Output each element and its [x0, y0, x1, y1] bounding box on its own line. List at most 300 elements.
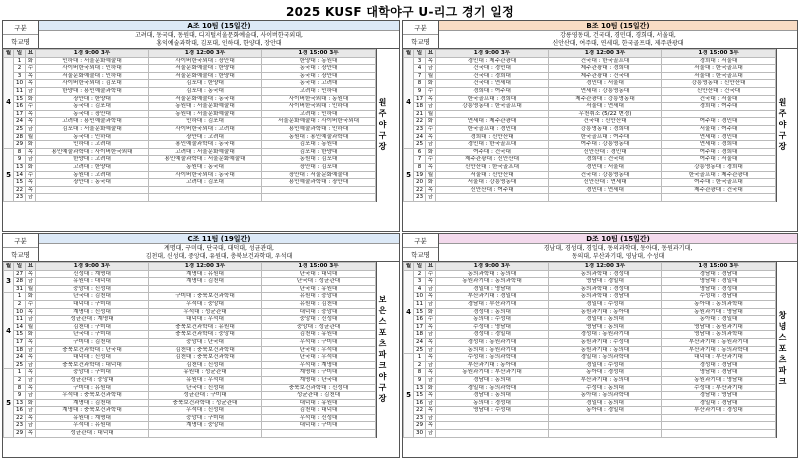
match-cell: 경희대 : 건국대: [549, 156, 662, 164]
weekday-cell: 목: [26, 148, 36, 156]
venue-label: [376, 49, 388, 202]
day-cell: 27: [14, 270, 26, 278]
table-row: [4, 103, 376, 111]
match-cell: 유원대 : 중앙대: [262, 293, 376, 301]
match-cell: 단국대 : 김천대: [36, 293, 149, 301]
day-cell: 14: [14, 323, 26, 331]
weekday-cell: 금: [26, 361, 36, 369]
header-row: [4, 263, 376, 271]
day-cell: 18: [14, 346, 26, 354]
table-row: [404, 361, 776, 369]
table-row: [4, 156, 376, 164]
day-cell: 1: [14, 369, 26, 377]
match-cell: 서울문화예술대 : 한양대: [149, 72, 262, 80]
match-cell: 동의과학대 : 경성대: [549, 285, 662, 293]
match-cell: [436, 422, 549, 430]
table-row: [4, 392, 376, 400]
table-row: [404, 186, 776, 194]
match-cell: 구미대 : 충북보건과학대: [149, 293, 262, 301]
match-cell: 성균관대 : 중앙대: [36, 376, 149, 384]
match-cell: 연세대 : 제주관광대: [436, 118, 549, 126]
match-cell: 김포대 : 서울문화예술대: [36, 125, 149, 133]
match-cell: 건국대 : 경민대: [436, 65, 549, 73]
match-cell: 영남대 : 동원과기대: [662, 323, 776, 331]
match-cell: 계명대 : 단국대: [262, 376, 376, 384]
weekday-cell: 수: [426, 156, 436, 164]
day-cell: 25: [414, 346, 426, 354]
match-cell: 김포대 : 동원대: [262, 141, 376, 149]
day-cell: 25: [414, 141, 426, 149]
weekday-cell: 목: [26, 384, 36, 392]
weekday-cell: 화: [26, 57, 36, 65]
weekday-cell: 목: [26, 308, 36, 316]
day-cell: 22: [14, 414, 26, 422]
slot-header: 1경 9:00 3루: [436, 50, 549, 58]
weekday-cell: 금: [26, 87, 36, 95]
month-cell: 5: [4, 148, 14, 201]
match-cell: 수성대 : 동의과학대: [436, 354, 549, 362]
match-cell: 고려대 : 김포대: [149, 179, 262, 187]
match-cell: 부산과기대 : 동아대: [436, 361, 549, 369]
weekday-cell: 금: [426, 399, 436, 407]
match-cell: [436, 194, 549, 202]
table-row: [4, 194, 376, 202]
match-cell: 우석대 : 신성대: [149, 407, 262, 415]
team-list-line2: 홍익예술과학대, 김포대, 인하대, 한양대, 장안대: [156, 39, 282, 47]
schedule-table: [403, 262, 776, 438]
match-cell: 성균관대 : 계명대: [36, 316, 149, 324]
table-row: [404, 422, 776, 430]
match-cell: 단국대 : 대덕대: [262, 270, 376, 278]
day-cell: 2: [14, 300, 26, 308]
match-cell: 연세대 : 경희대: [662, 141, 776, 149]
day-cell: 15: [14, 179, 26, 187]
venue-label: [776, 49, 788, 202]
match-cell: [549, 194, 662, 202]
table-row: [4, 65, 376, 73]
day-cell: 9: [14, 392, 26, 400]
table-row: [404, 125, 776, 133]
header-row: [404, 50, 776, 58]
team-list: [39, 31, 399, 48]
month-header: 월: [4, 50, 14, 58]
match-cell: 동원대 : 서울문화예술대: [149, 103, 262, 111]
match-cell: 동국대 : 장안대: [36, 110, 149, 118]
day-cell: 2: [414, 361, 426, 369]
weekday-cell: 목: [426, 323, 436, 331]
table-row: [4, 278, 376, 286]
weekday-cell: 금: [426, 346, 436, 354]
page-title: 2025 KUSF 대학야구 U-리그 경기 일정: [285, 5, 515, 19]
table-row: [4, 87, 376, 95]
match-cell: 건국대 : 서울대: [662, 95, 776, 103]
group-b-panel: [402, 20, 798, 232]
gubun-label: 구분: [403, 234, 438, 248]
match-cell: 경성대 : 동원과기대: [549, 331, 662, 339]
match-cell: 수성대 : 영남대: [436, 323, 549, 331]
day-cell: 2: [14, 65, 26, 73]
table-row: [4, 331, 376, 339]
table-row: [4, 163, 376, 171]
table-row: [404, 346, 776, 354]
table-row: [404, 141, 776, 149]
weekday-cell: 목: [26, 110, 36, 118]
table-row: [404, 384, 776, 392]
day-cell: 4: [414, 65, 426, 73]
match-cell: 대덕대 : 신성대: [36, 354, 149, 362]
match-cell: 경일대 : 영남대: [436, 285, 549, 293]
table-row: [4, 422, 376, 430]
match-cell: 유원대 : 계명대: [36, 414, 149, 422]
weekday-cell: 화: [26, 141, 36, 149]
table-row: [4, 316, 376, 324]
match-cell: 사이버한국외대 : 고려대: [149, 125, 262, 133]
match-cell: [149, 285, 262, 293]
match-cell: 단국대 : 우석대: [262, 346, 376, 354]
match-cell: 김천대 : 대덕대: [262, 407, 376, 415]
schedule-table: [3, 262, 376, 438]
group-c-panel: [2, 233, 400, 458]
day-cell: 15: [414, 392, 426, 400]
day-cell: 10: [14, 308, 26, 316]
weekday-header: 요: [26, 50, 36, 58]
day-cell: 29: [14, 141, 26, 149]
match-cell: 사이버한국외대 : 동국대: [149, 171, 262, 179]
weekday-cell: 월: [26, 133, 36, 141]
match-cell: 경민대 : 서울대: [549, 80, 662, 88]
table-row: [404, 80, 776, 88]
weekday-cell: 목: [26, 369, 36, 377]
weekday-cell: 금: [26, 376, 36, 384]
table-row: [404, 369, 776, 377]
day-cell: 9: [14, 156, 26, 164]
school-label: 학교명: [411, 251, 430, 259]
weekday-cell: 수: [426, 87, 436, 95]
table-row: [4, 95, 376, 103]
match-cell: 여주대 : 서울대: [662, 156, 776, 164]
table-row: [404, 308, 776, 316]
table-row: [404, 103, 776, 111]
group-title: A조 10팀 (15일간): [39, 21, 399, 31]
match-cell: 고려대 : 서울문화예술대: [149, 148, 262, 156]
match-cell: 동원과기대 : 동의대: [549, 346, 662, 354]
match-cell: 부산과기대 : 동의과학대: [662, 346, 776, 354]
match-cell: 여주대 : 경민대: [662, 118, 776, 126]
match-cell: 동의대 : 경성대: [436, 399, 549, 407]
day-cell: 17: [414, 323, 426, 331]
day-cell: 16: [14, 407, 26, 415]
weekday-cell: 목: [426, 338, 436, 346]
weekday-cell: 금: [26, 125, 36, 133]
match-cell: 건국대 : 신안산대: [549, 118, 662, 126]
weekday-cell: 화: [426, 80, 436, 88]
day-cell: 10: [14, 80, 26, 88]
day-cell: 11: [14, 316, 26, 324]
table-row: [4, 179, 376, 187]
table-row: [4, 414, 376, 422]
table-row: [4, 186, 376, 194]
match-cell: 동아대 : 경일대: [662, 316, 776, 324]
weekday-cell: 목: [426, 407, 436, 415]
match-cell: 단국대 : 우석대: [262, 354, 376, 362]
match-cell: 사이버한국외대 : 김포대: [36, 80, 149, 88]
match-cell: [436, 110, 549, 118]
match-cell: 중앙대 : 신성대: [262, 316, 376, 324]
match-cell: 경민대 : 연세대: [549, 186, 662, 194]
match-cell: 경남대 : 경남대: [662, 270, 776, 278]
match-cell: 계명대 : 김천대: [36, 399, 149, 407]
match-cell: 경민대 : 서울대: [549, 163, 662, 171]
table-row: [4, 369, 376, 377]
match-cell: 김천대 : 구미대: [36, 323, 149, 331]
weekday-cell: 화: [26, 293, 36, 301]
match-cell: 한국골프대 : 여주대: [549, 133, 662, 141]
table-row: [4, 361, 376, 369]
match-cell: 김포대 : 한양대: [262, 148, 376, 156]
table-row: [404, 300, 776, 308]
match-cell: 구미대 : 유원대: [36, 384, 149, 392]
match-cell: 중앙대 : 구미대: [149, 414, 262, 422]
group-header: [403, 21, 797, 49]
weekday-cell: 금: [426, 141, 436, 149]
match-cell: [662, 110, 776, 118]
weekday-cell: 목: [26, 338, 36, 346]
match-cell: 대덕대 : 부산과기대: [662, 354, 776, 362]
match-cell: 유원대 : 우석대: [149, 376, 262, 384]
team-list: [439, 31, 797, 48]
table-row: [4, 171, 376, 179]
day-cell: 28: [14, 133, 26, 141]
match-cell: 동원과기대 : 영남대: [662, 308, 776, 316]
weekday-cell: 금: [26, 156, 36, 164]
table-row: [404, 57, 776, 65]
day-cell: 22: [14, 186, 26, 194]
match-cell: 경일대 : 동의대: [549, 399, 662, 407]
match-cell: 경민대 : 한국골프대: [436, 141, 549, 149]
match-cell: 부산과기대 : 경일대: [436, 293, 549, 301]
team-list: [39, 244, 399, 261]
schedule-table: [403, 49, 776, 202]
match-cell: [662, 430, 776, 438]
match-cell: 서울문화예술대 : 인하대: [36, 72, 149, 80]
match-cell: 동원과기대 : 영남대: [662, 376, 776, 384]
venue-name: 창녕스포츠파크: [778, 311, 787, 389]
month-header: 월: [404, 50, 414, 58]
match-cell: 동국대 : 인하대: [36, 133, 149, 141]
match-cell: 경희대 : 여주대: [662, 103, 776, 111]
match-cell: 영남대 : 동의과학대: [662, 331, 776, 339]
match-cell: 강릉영동대 : 신안산대: [662, 80, 776, 88]
match-cell: 동원과기대 : 동아대: [549, 308, 662, 316]
match-cell: 중앙대 : 단국대: [149, 338, 262, 346]
slot-header: 1경 15:00 3루: [262, 263, 376, 271]
table-row: [404, 338, 776, 346]
day-cell: 7: [414, 156, 426, 164]
match-cell: 우천취소 (5/22 변경): [549, 110, 662, 118]
match-cell: 우석대 : 신성대: [262, 414, 376, 422]
match-cell: 인하대 : 서울문화예술대: [36, 57, 149, 65]
match-cell: 신안산대 : 연세대: [549, 179, 662, 187]
match-cell: 동원대 : 서울문화예술대: [149, 110, 262, 118]
slot-header: 1경 9:00 3루: [36, 50, 149, 58]
match-cell: 우석대 : 충북보건과학대: [36, 392, 149, 400]
day-cell: 19: [414, 171, 426, 179]
match-cell: 수성대 : 부산과기대: [662, 384, 776, 392]
day-cell: 13: [14, 399, 26, 407]
gubun-label: 구분: [3, 21, 38, 35]
match-cell: 수성대 : 동의대: [549, 384, 662, 392]
match-cell: [262, 186, 376, 194]
day-cell: 3: [14, 72, 26, 80]
table-row: [404, 285, 776, 293]
day-cell: 8: [414, 369, 426, 377]
match-cell: 동원과기대 : 동의과학대: [436, 278, 549, 286]
table-row: [404, 354, 776, 362]
team-list-line1: 강릉영동대, 건국대, 경민대, 경희대, 서울대,: [560, 32, 676, 39]
match-cell: 강릉영동대 : 한국골프대: [436, 103, 549, 111]
weekday-cell: 수: [426, 316, 436, 324]
match-cell: 한양대 : 용인예술과학대: [36, 87, 149, 95]
month-cell: 5: [404, 148, 414, 201]
day-cell: 24: [414, 338, 426, 346]
weekday-cell: 월: [426, 110, 436, 118]
team-list-line1: 계명대, 구미대, 단국대, 대덕대, 성균관대,: [164, 245, 274, 252]
table-row: [404, 148, 776, 156]
match-cell: 여주대 : 건국대: [436, 148, 549, 156]
weekday-cell: 수: [26, 103, 36, 111]
team-list-line2: 김천대, 신성대, 중앙대, 유원대, 충북보건과학대, 우석대: [145, 252, 293, 260]
match-cell: [36, 186, 149, 194]
match-cell: 경남대 : 동의대: [436, 392, 549, 400]
match-cell: 사이버한국외대 : 장안대: [149, 57, 262, 65]
weekday-cell: 금: [426, 285, 436, 293]
match-cell: 동원과기대 : 부산과기대: [436, 369, 549, 377]
weekday-cell: 금: [26, 407, 36, 415]
match-cell: [549, 422, 662, 430]
weekday-cell: 금: [26, 194, 36, 202]
match-cell: 동국대 : 장안대: [262, 65, 376, 73]
match-cell: 경남대 : 동의대: [436, 376, 549, 384]
match-cell: 경성대 : 동의대: [436, 308, 549, 316]
slot-header: 1경 12:00 3루: [149, 263, 262, 271]
table-row: [4, 141, 376, 149]
day-cell: 10: [414, 293, 426, 301]
table-row: [4, 399, 376, 407]
match-cell: 동아대 : 동의과학대: [662, 300, 776, 308]
header-row: [404, 263, 776, 271]
table-row: [404, 95, 776, 103]
day-cell: 29: [14, 430, 26, 438]
day-cell: 8: [414, 163, 426, 171]
weekday-cell: 월: [426, 171, 436, 179]
weekday-cell: 목: [26, 414, 36, 422]
day-cell: 6: [414, 148, 426, 156]
slot-header: 1경 12:00 3루: [549, 50, 662, 58]
match-cell: 유원대 : 김천대: [262, 300, 376, 308]
table-row: [404, 110, 776, 118]
group-info: [39, 21, 399, 48]
match-cell: 연세대 : 강릉영동대: [549, 87, 662, 95]
table-row: [4, 72, 376, 80]
match-cell: 건국대 : 경희대: [436, 72, 549, 80]
day-cell: 18: [414, 103, 426, 111]
table-row: [404, 399, 776, 407]
match-cell: 제주관광대 : 신안산대: [436, 156, 549, 164]
day-cell: 16: [14, 103, 26, 111]
match-cell: 한국골프대 : 경민대: [436, 125, 549, 133]
weekday-cell: 화: [26, 399, 36, 407]
month-cell: 4: [404, 57, 414, 148]
match-cell: 동국대 : 김포대: [36, 103, 149, 111]
weekday-cell: 목: [26, 186, 36, 194]
day-cell: 24: [414, 133, 426, 141]
team-list-line1: 경남대, 경성대, 경일대, 동의과학대, 동아대, 동원과기대,: [543, 245, 693, 252]
table-row: [404, 392, 776, 400]
table-row: [404, 316, 776, 324]
match-cell: 김천대 : 충북보건과학대: [149, 346, 262, 354]
match-cell: 장안대 : 한양대: [36, 95, 149, 103]
day-cell: 21: [414, 110, 426, 118]
month-cell: 4: [404, 270, 414, 354]
match-cell: 사이버한국외대 : 인하대: [262, 103, 376, 111]
day-cell: 4: [414, 285, 426, 293]
table-row: [404, 430, 776, 438]
match-cell: 영남대 : 동의대: [549, 323, 662, 331]
match-cell: 계명대 : 김천대: [149, 278, 262, 286]
match-cell: 용인예술과학대 : 장안대: [262, 179, 376, 187]
day-cell: 8: [14, 384, 26, 392]
weekday-cell: 화: [26, 163, 36, 171]
match-cell: 김포대 : 동국대: [149, 87, 262, 95]
match-cell: [662, 422, 776, 430]
table-row: [404, 293, 776, 301]
weekday-cell: 목: [426, 422, 436, 430]
day-cell: 29: [414, 422, 426, 430]
day-cell: 13: [414, 384, 426, 392]
day-cell: 9: [414, 376, 426, 384]
match-cell: 성균관대 : 김천대: [262, 392, 376, 400]
day-cell: 11: [14, 87, 26, 95]
table-row: [4, 285, 376, 293]
day-cell: 17: [414, 95, 426, 103]
match-cell: 부산과기대 : 동의대: [549, 376, 662, 384]
school-label: 학교명: [11, 251, 30, 259]
day-cell: 22: [414, 118, 426, 126]
table-row: [404, 414, 776, 422]
team-list-line1: 고려대, 동국대, 동원대, 디지털서울문화예술대, 사이버한국외대,: [135, 32, 303, 39]
school-label: 학교명: [11, 38, 30, 46]
day-header: 일: [414, 50, 426, 58]
match-cell: 동원대 : 용인예술과학대: [262, 133, 376, 141]
table-row: [4, 293, 376, 301]
month-cell: 4: [4, 57, 14, 148]
match-cell: 부산과기대 : 동원과기대: [662, 338, 776, 346]
match-cell: 서울대 : 한국골프대: [662, 72, 776, 80]
day-cell: 8: [14, 148, 26, 156]
match-cell: [149, 186, 262, 194]
weekday-cell: 목: [26, 179, 36, 187]
month-cell: 4: [4, 293, 14, 369]
match-cell: [662, 414, 776, 422]
table-row: [4, 308, 376, 316]
match-cell: 단국대 : 유원대: [262, 285, 376, 293]
match-cell: 동아대 : 동의과학대: [549, 392, 662, 400]
day-cell: 23: [414, 125, 426, 133]
match-cell: 충북보건과학대 : 대덕대: [36, 361, 149, 369]
match-cell: [436, 414, 549, 422]
school-label: 학교명: [411, 38, 430, 46]
header-labels: [403, 234, 439, 261]
